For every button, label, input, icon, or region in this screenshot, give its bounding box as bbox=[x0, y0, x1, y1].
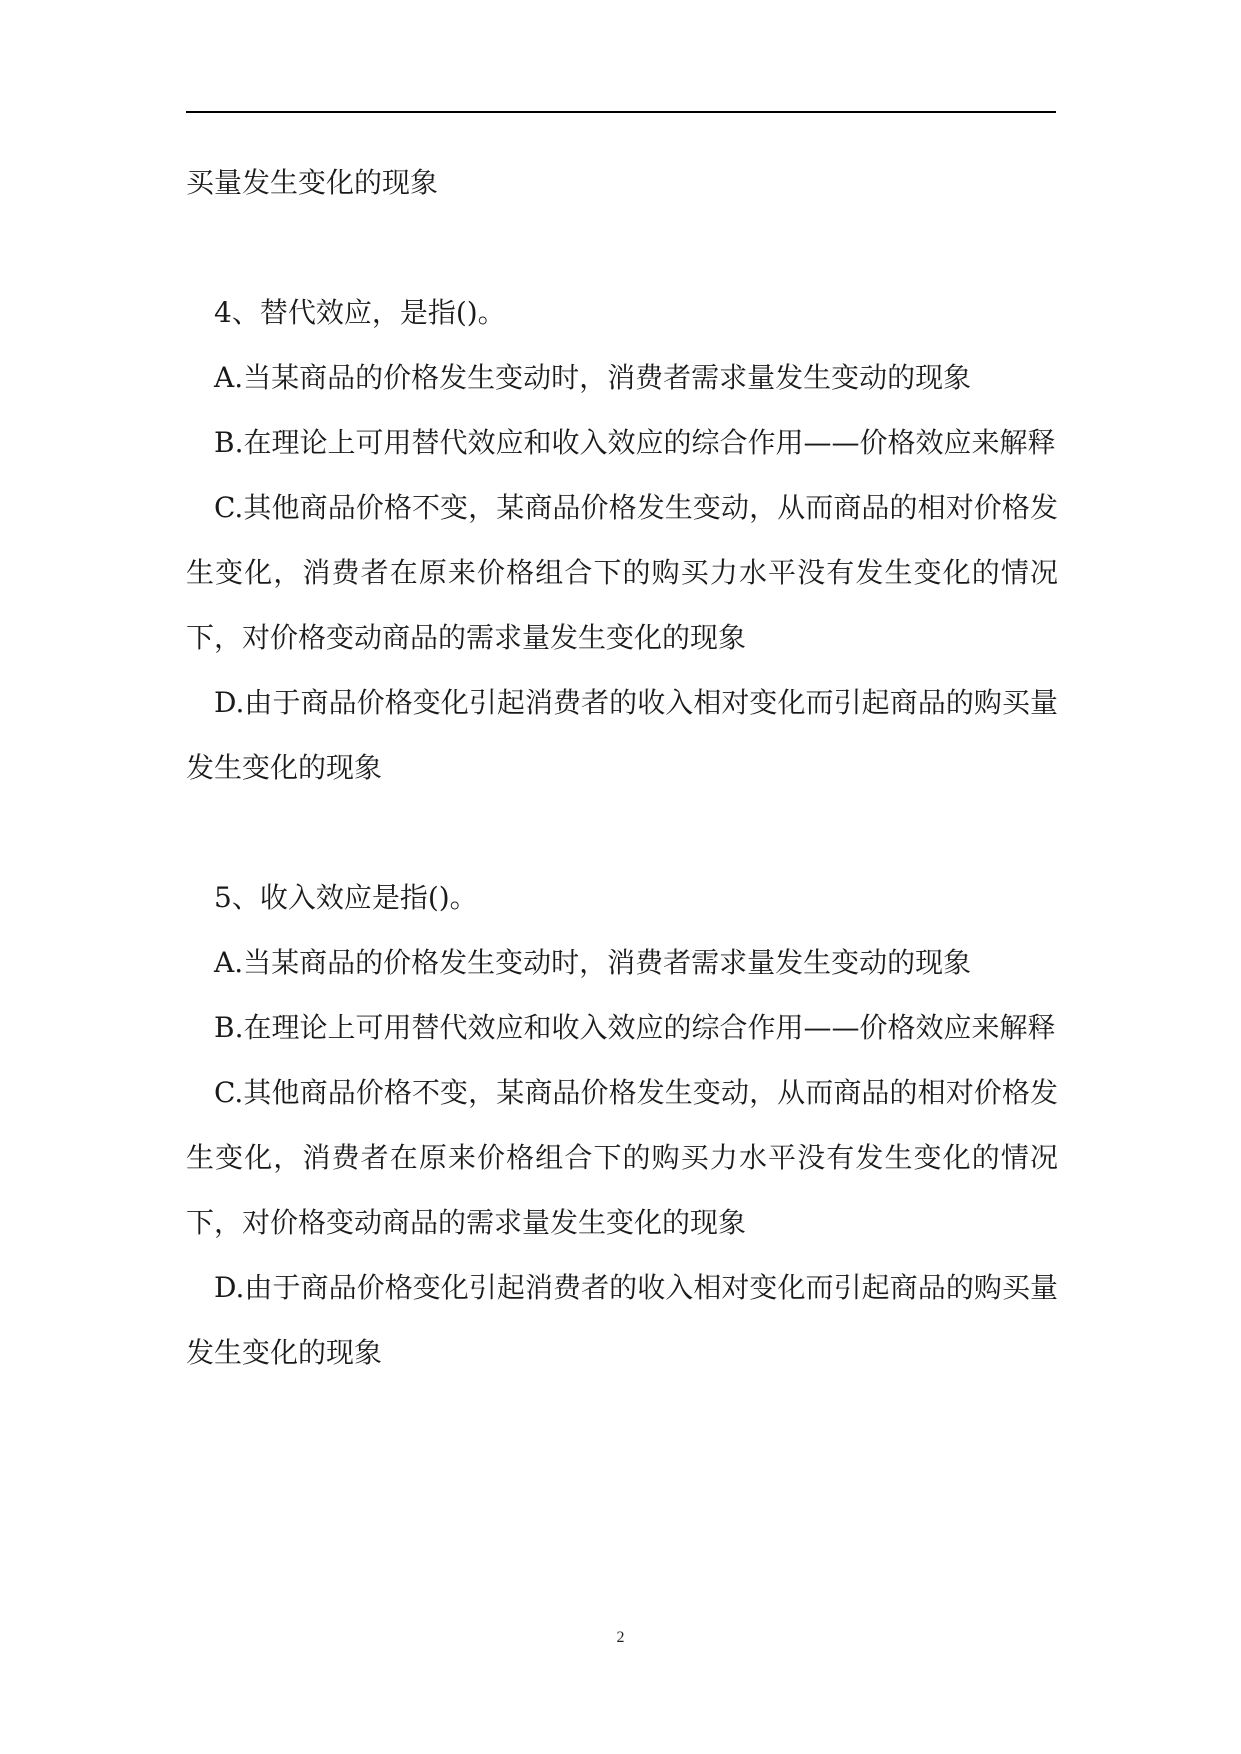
option-d: D.由于商品价格变化引起消费者的收入相对变化而引起商品的购买量发生变化的现象 bbox=[186, 1271, 1058, 1369]
option-b: B.在理论上可用替代效应和收入效应的综合作用——价格效应来解释 bbox=[214, 1011, 1056, 1044]
question-stem: 4、替代效应，是指()。 bbox=[214, 296, 506, 329]
option-a: A.当某商品的价格发生变动时，消费者需求量发生变动的现象 bbox=[214, 946, 972, 979]
continuation-text: 买量发生变化的现象 bbox=[186, 166, 439, 199]
question-stem: 5、收入效应是指()。 bbox=[214, 881, 478, 914]
document-body bbox=[186, 150, 1058, 1385]
option-d: D.由于商品价格变化引起消费者的收入相对变化而引起商品的购买量发生变化的现象 bbox=[186, 686, 1058, 784]
page-number: 2 bbox=[616, 1629, 625, 1646]
question-4 bbox=[186, 280, 1058, 800]
paragraph-gap bbox=[186, 215, 1058, 280]
option-c: C.其他商品价格不变，某商品价格发生变动，从而商品的相对价格发生变化，消费者在原来价格组合下的购买力水平没有发生变化的情况下，对价格变动商品的需求量发生变化的现象 bbox=[186, 491, 1058, 654]
header-rule bbox=[186, 111, 1056, 113]
option-c: C.其他商品价格不变，某商品价格发生变动，从而商品的相对价格发生变化，消费者在原来价格组合下的购买力水平没有发生变化的情况下，对价格变动商品的需求量发生变化的现象 bbox=[186, 1076, 1058, 1239]
paragraph-gap bbox=[186, 800, 1058, 865]
option-b: B.在理论上可用替代效应和收入效应的综合作用——价格效应来解释 bbox=[214, 426, 1056, 459]
question-5 bbox=[186, 865, 1058, 1385]
option-a: A.当某商品的价格发生变动时，消费者需求量发生变动的现象 bbox=[214, 361, 972, 394]
